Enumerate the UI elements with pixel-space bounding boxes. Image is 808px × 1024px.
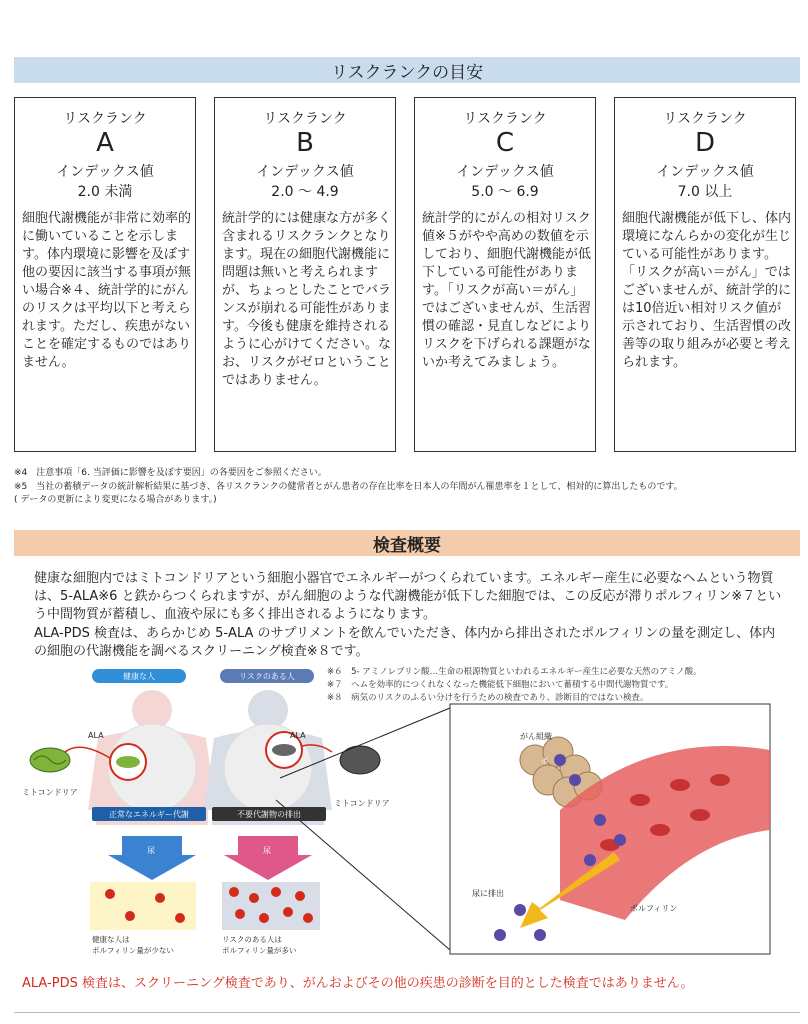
mito-label-right: ミトコンドリア [334, 799, 390, 808]
risk-urine-note: リスクのある人は ポルフィリン量が多い [222, 935, 297, 955]
card-label: リスクランク [663, 111, 747, 127]
card-letter: D [694, 128, 716, 158]
footnote-8: ※８ 病気のリスクのふるい分けを行うための検査であり、診断目的ではない検査。 [327, 693, 649, 703]
risk-card-b [214, 97, 396, 452]
risk-card-c [414, 97, 596, 452]
note-4: ※4 注意事項「6. 当評価に影響を及ぼす要因」の各要因をご参照ください。 [14, 468, 327, 478]
risk-card-a [14, 97, 196, 452]
card-letter: A [96, 128, 114, 158]
note-5: ※5 当社の蓄積データの統計解析結果に基づき、各リスクランクの健常者とがん患者の存在比率を日本人の年間がん罹患率を１として、相対的に算出したものです。 [14, 482, 683, 492]
bottom-divider [14, 1012, 800, 1013]
card-letter: B [296, 128, 314, 158]
healthy-caption: 正常なエネルギー代謝 [92, 807, 206, 821]
porphyrin-mark: ポ [541, 757, 548, 765]
overview-title: 検査概要 [14, 530, 800, 556]
excretion-label: 尿に排出 [472, 889, 504, 898]
ala-label-left: ALA [88, 731, 104, 740]
disclaimer-text: ALA-PDS 検査は、スクリーニング検査であり、がんおよびその他の疾患の診断を目的とした検査ではありません。 [22, 976, 694, 991]
mito-label-left: ミトコンドリア [22, 788, 78, 797]
urine-label-right: 尿 [263, 846, 271, 855]
card-index-label: インデックス値 [56, 164, 154, 180]
card-description: 統計学的にがんの相対リスク値※５がやや高めの数値を示しており、細胞代謝機能が低下している可能性があります。「リスクが高い＝がん」ではございませんが、生活習慣の確認・見直しなどによりリスクを下げられる課題がないか考えてみましょう。 [422, 211, 592, 370]
cancer-tissue-label: がん組織 [520, 732, 552, 741]
card-letter: C [495, 128, 515, 158]
card-index-label: インデックス値 [256, 164, 354, 180]
note-5-continued: ( データの更新により変更になる場合があります。) [14, 495, 217, 505]
card-index-value: 5.0 ～ 6.9 [471, 184, 539, 200]
healthy-person-pill: 健康な人 [92, 669, 186, 683]
urine-label-left: 尿 [147, 846, 155, 855]
overview-paragraph-2: ALA-PDS 検査は、あらかじめ 5-ALA のサプリメントを飲んでいただき、体内から排出されたポルフィリンの量を測定し、体内の細胞の代謝機能を調べるスクリーニング検査※８です。 [34, 626, 776, 659]
card-index-label: インデックス値 [456, 164, 554, 180]
risk-rank-title: リスクランクの目安 [14, 57, 800, 83]
risk-caption: 不要代謝物の排出 [212, 807, 326, 821]
card-index-value: 2.0 ～ 4.9 [271, 184, 339, 200]
porphyrin-label: ポルフィリン [630, 904, 678, 913]
card-label: リスクランク [463, 111, 547, 127]
healthy-urine-arrow [108, 836, 196, 880]
mitochondria-risk-icon [340, 746, 380, 774]
healthy-urine-note: 健康な人は ポルフィリン量が少ない [92, 935, 174, 955]
card-index-label: インデックス値 [656, 164, 754, 180]
card-index-value: 7.0 以上 [677, 184, 733, 200]
card-label: リスクランク [63, 111, 147, 127]
card-description: 細胞代謝機能が低下し、体内環境になんらかの変化が生じている可能性があります。「リスクが高い＝がん」ではございませんが、統計学的には10倍近い相対リスク値が示されており、生活習慣の改善等の取り組みが必要と考えられます。 [622, 211, 792, 370]
card-label: リスクランク [263, 111, 347, 127]
card-index-value: 2.0 未満 [77, 184, 133, 200]
card-description: 細胞代謝機能が非常に効率的に働いていることを示します。体内環境に影響を及ぼす他の要因に該当する事項が無い場合※４、統計学的にがんのリスクは平均以下と考えられます。ただし、疾患がないことを確定するものではありません。 [22, 211, 192, 370]
risk-person-pill: リスクのある人 [220, 669, 314, 683]
risk-card-d [614, 97, 796, 452]
footnote-6: ※６ 5- アミノレブリン酸…生命の根源物質といわれるエネルギー産生に必要な天然のアミノ酸。 [327, 667, 702, 677]
card-description: 統計学的には健康な方が多く含まれるリスクランクとなります。現在の細胞代謝機能に問題は無いと考えられますが、ちょっとしたことでバランスが崩れる可能性があります。今後も健康を維持されるように心がけてください。なお、リスクがゼロということではありません。 [222, 211, 392, 388]
footnote-7: ※７ ヘムを効率的につくれなくなった機能低下細胞において蓄積する中間代謝物質です。 [327, 680, 674, 690]
ala-label-right: ALA [290, 731, 306, 740]
risk-urine-arrow [224, 836, 312, 880]
overview-paragraph-1: 健康な細胞内ではミトコンドリアという細胞小器官でエネルギーがつくられています。エネルギー産生に必要なヘムという物質は、5-ALA※6 と鉄からつくられますが、がん細胞のような代謝機能が低下した細胞では、この反応が滞りポルフィリン※７という中間物質が蓄積し、血液や尿にも多く排出されるようになります。 [34, 571, 782, 622]
